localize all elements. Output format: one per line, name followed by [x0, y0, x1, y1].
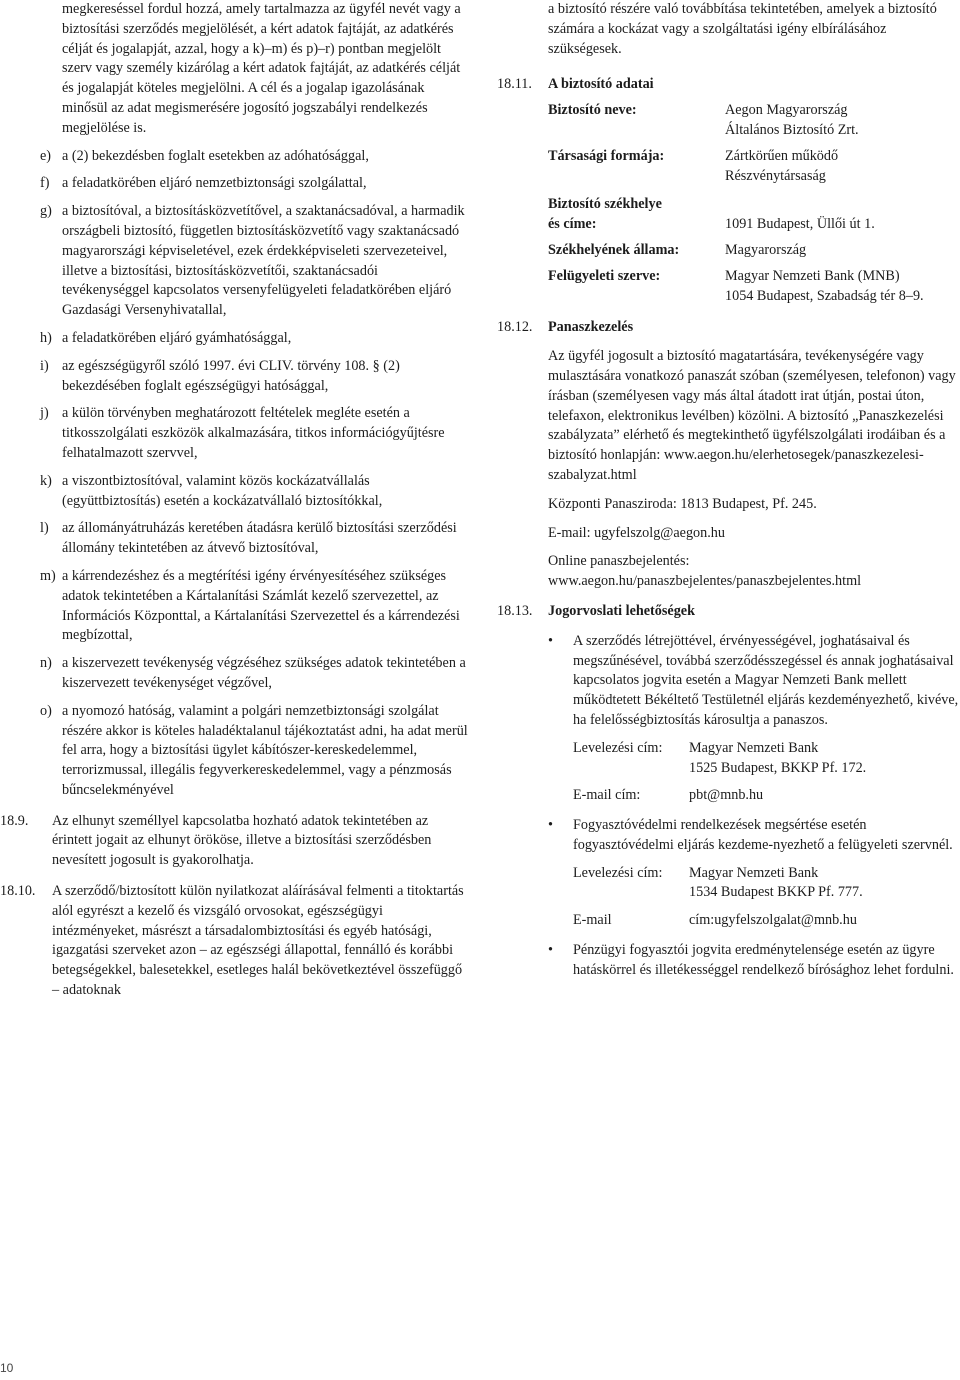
item-text: a külön törvényben meghatározott feltételek megléte esetén a titkosszolgálati eszközök alkalmazására, titkos információgyűjtésre felhatalmazott szervvel, [62, 405, 445, 461]
detail-value-line: Magyar Nemzeti Bank (MNB) [725, 267, 900, 284]
address-label: Levelezési cím: [573, 864, 663, 881]
item-label: h) [40, 329, 52, 346]
right-column [497, 0, 960, 981]
section-title: A biztosító adatai [548, 76, 654, 93]
item-text: a viszontbiztosítóval, valamint közös kockázatvállalás (együttbiztosítás) esetén a kockázatvállaló biztosítókkal, [62, 472, 383, 509]
bullet-glyph: • [548, 817, 553, 834]
online-complaint-link[interactable]: Online panaszbejelentés: www.aegon.hu/panaszbejelentes/panaszbejelentes.html [548, 553, 862, 590]
section-18-13-heading [497, 602, 960, 622]
detail-value: 1091 Budapest, Üllői út 1. [725, 216, 875, 233]
detail-label: Társasági formája: [548, 147, 665, 164]
item-text: a kiszervezett tevékenység végzéséhez szükséges adatok tekintetében a kiszervezett tevékenységet végzővel, [62, 655, 466, 691]
email-value[interactable]: cím:ugyfelszolgalat@mnb.hu [689, 912, 857, 929]
address-line: Magyar Nemzeti Bank [689, 864, 819, 881]
list-item [0, 329, 468, 349]
item-text: a kárrendezéshez és a megtérítési igény érvényesítéséhez szükséges adatok tekintetében a Kártalanítási Számlát kezelő szervezettel, az Információs Központtal, a Kártalanítási Szervezettel és a kárrendezési megbízottal, [62, 567, 460, 644]
item-text: a nyomozó hatóság, valamint a polgári nemzetbiztonsági szolgálat részére akkor is köteles haladéktalanul tájékoztatást adni, ha adat merül fel arra, hogy a biztosítási ügylet kábítószer-kereskedelemmel, terrorizmussal, illegális fegyverkereskedelemmel, vagy a pénzmosás bűncselekményével [62, 702, 468, 798]
list-item [0, 567, 468, 646]
list-item [0, 654, 468, 694]
item-text: a feladatkörében eljáró nemzetbiztonsági szolgálattal, [62, 175, 367, 192]
section-number: 18.11. [497, 76, 532, 93]
detail-value-line: 1054 Budapest, Szabadság tér 8–9. [725, 287, 924, 304]
section-number: 18.12. [497, 319, 533, 336]
item-label: i) [40, 357, 49, 374]
section-text: Az elhunyt személlyel kapcsolatba hozható adatok tekintetében az érintett jogait az elhunyt örököse, illetve a biztosítási szerződésben nevesített jogosult is gyakorolhatja. [52, 812, 432, 869]
list-item [0, 472, 468, 512]
list-item [0, 702, 468, 801]
detail-value-line: Részvénytársaság [725, 167, 826, 184]
section-18-10 [0, 882, 468, 1001]
detail-row [548, 101, 960, 141]
item-label: e) [40, 147, 52, 164]
section-number: 18.13. [497, 602, 533, 619]
item-label: m) [40, 567, 56, 584]
detail-row [548, 147, 960, 187]
section-number: 18.10. [0, 883, 36, 900]
section-title: Jogorvoslati lehetőségek [548, 602, 695, 619]
address-label: Levelezési cím: [573, 739, 663, 756]
section-18-11-heading [497, 75, 960, 95]
email-label: E-mail [573, 912, 612, 929]
detail-value [725, 147, 960, 187]
list-item [0, 357, 468, 397]
list-item [0, 147, 468, 167]
bullet-glyph: • [548, 632, 553, 649]
list-item [0, 404, 468, 463]
insurer-details [497, 101, 960, 306]
postal-address [573, 864, 960, 904]
list-item [0, 202, 468, 321]
detail-row [548, 195, 960, 215]
section-title: Panaszkezelés [548, 319, 634, 336]
detail-label: Székhelyének állama: [548, 241, 680, 258]
left-column [0, 0, 468, 1001]
bullet-text: Fogyasztóvédelmi rendelkezések megsértése esetén fogyasztóvédelmi eljárás kezdeme-nyezhető a felügyeleti szervnél. [573, 817, 953, 853]
item-text: a (2) bekezdésben foglalt esetekben az adóhatósággal, [62, 147, 369, 164]
address-line: Magyar Nemzeti Bank [689, 739, 819, 756]
complaints-body [548, 347, 960, 592]
address-line: 1525 Budapest, BKKP Pf. 172. [689, 759, 867, 776]
item-label: o) [40, 702, 52, 719]
list-item [0, 519, 468, 559]
section-number: 18.9. [0, 812, 29, 829]
complaints-email: E-mail: ugyfelszolg@aegon.hu [548, 524, 725, 541]
detail-row [548, 215, 960, 235]
email-label: E-mail cím: [573, 787, 641, 804]
bullet-text: Pénzügyi fogyasztói jogvita eredménytelensége esetén az ügyre hatáskörrel és illetékességgel rendelkező bírósághoz lehet fordulni. [573, 942, 954, 978]
detail-row [548, 267, 960, 307]
detail-value [725, 101, 960, 141]
remedy-bullet [548, 941, 960, 981]
central-office-address: Központi Panasziroda: 1813 Budapest, Pf. 245. [548, 495, 817, 512]
item-text: az állományátruházás keretében átadásra kerülő biztosítási szerződési állomány tekintetében az átvevő biztosítóval, [62, 520, 457, 557]
remedy-bullet [548, 816, 960, 856]
detail-value [725, 195, 960, 215]
email-address [573, 911, 960, 931]
detail-value-line: Aegon Magyarország [725, 102, 848, 119]
email-address [573, 786, 960, 806]
remedy-bullet [548, 632, 960, 731]
bullet-glyph: • [548, 942, 553, 959]
section-text: A szerződő/biztosított külön nyilatkozat aláírásával felmenti a titoktartás alól egyrészt a kezelő és vizsgáló orvosokat, egészségügyi intézményeket, másrészt a társadalombiztosítási és egyéb hatósági, igazgatási szerveket azon – az egészségi állapottal, fennálló és korábbi betegségekkel, balesetekkel, esetleges halál bekövetkeztével összefüggő – adatoknak [52, 883, 464, 999]
detail-value [725, 267, 960, 307]
detail-label: Biztosító székhelye [548, 196, 662, 213]
detail-label: és címe: [548, 216, 597, 233]
email-value[interactable]: pbt@mnb.hu [689, 787, 764, 804]
page-number: 10 [0, 1361, 14, 1375]
recipient-list [0, 147, 468, 801]
section-18-12-heading [497, 318, 960, 338]
list-item [0, 174, 468, 194]
bullet-text: A szerződés létrejöttével, érvényességével, joghatásaival és megszűnésével, továbbá szerződésszegéssel és annak joghatásaival kapcsolatos jogvita esetén a Magyar Nemzeti Bank mellett működtetett Békéltető Testületnél eljárás kezdeményezhető, kivéve, ha felelősségbiztosítás károsultja a panaszos. [573, 632, 959, 728]
item-label: f) [40, 175, 50, 192]
section-18-9 [0, 812, 468, 871]
item-label: l) [40, 520, 49, 537]
item-text: az egészségügyről szóló 1997. évi CLIV. törvény 108. § (2) bekezdésében foglalt egészségügyi hatósággal, [62, 357, 400, 394]
continued-paragraph: a biztosító részére való továbbítása tekintetében, amelyek a biztosító számára a kockázat vagy a szolgáltatási igény elbírálásához szükségesek. [548, 1, 937, 57]
item-label: g) [40, 203, 52, 220]
address-line: 1534 Budapest BKKP Pf. 777. [689, 884, 863, 901]
detail-value-line: Zártkörűen működő [725, 147, 839, 164]
detail-row [548, 241, 960, 261]
intro-paragraph: megkereséssel fordul hozzá, amely tartalmazza az ügyfél nevét vagy a biztosítási szerződés megjelölését, a kért adatok fajtáját, az adatkérés célját és jogalapját, azzal, hogy a k)–m) és p)–r) pontban megjelölt szerv vagy személy kizárólag a kért adatok fajtáját, az adatkérés célját és jogalapját köteles megjelölni. A cél és a jogalap igazolásának minősül az adat megismerésére jogosító jogszabályi rendelkezés megjelölése is. [62, 1, 461, 136]
complaints-paragraph: Az ügyfél jogosult a biztosító magatartására, tevékenységére vagy mulasztására vonatkozó panaszát szóban (személyesen, telefonon) vagy írásban (személyesen vagy más által átadott irat útján, postai úton, telefaxon, elektronikus levélben) közölni. A biztosító „Panaszkezelési szabályzata” elérhető és megtekinthető ügyfélszolgálati irodáiban és a biztosító honlapján: www.aegon.hu/elerhetosegek/panaszkezelesi-szabalyzat.html [548, 348, 956, 483]
item-text: a feladatkörében eljáró gyámhatósággal, [62, 329, 292, 346]
detail-label: Felügyeleti szerve: [548, 267, 661, 284]
detail-value: Magyarország [725, 241, 807, 258]
item-text: a biztosítóval, a biztosításközvetítővel, a szaktanácsadóval, a harmadik országbeli biztosító, független biztosításközvetítő vagy szaktanácsadó magyarországi képviseletével, ezek érdekképviseleti szervezeteivel, illetve a biztosítási, biztosításközvetítői, szaktanácsadói tevékenységgel kapcsolatos versenyfelügyeleti feladatkörében eljáró Gazdasági Versenyhivatallal, [62, 203, 465, 319]
item-label: k) [40, 472, 52, 489]
detail-value-line: Általános Biztosító Zrt. [725, 121, 859, 138]
postal-address [573, 739, 960, 779]
item-label: j) [40, 405, 49, 422]
detail-label: Biztosító neve: [548, 102, 637, 119]
item-label: n) [40, 655, 52, 672]
